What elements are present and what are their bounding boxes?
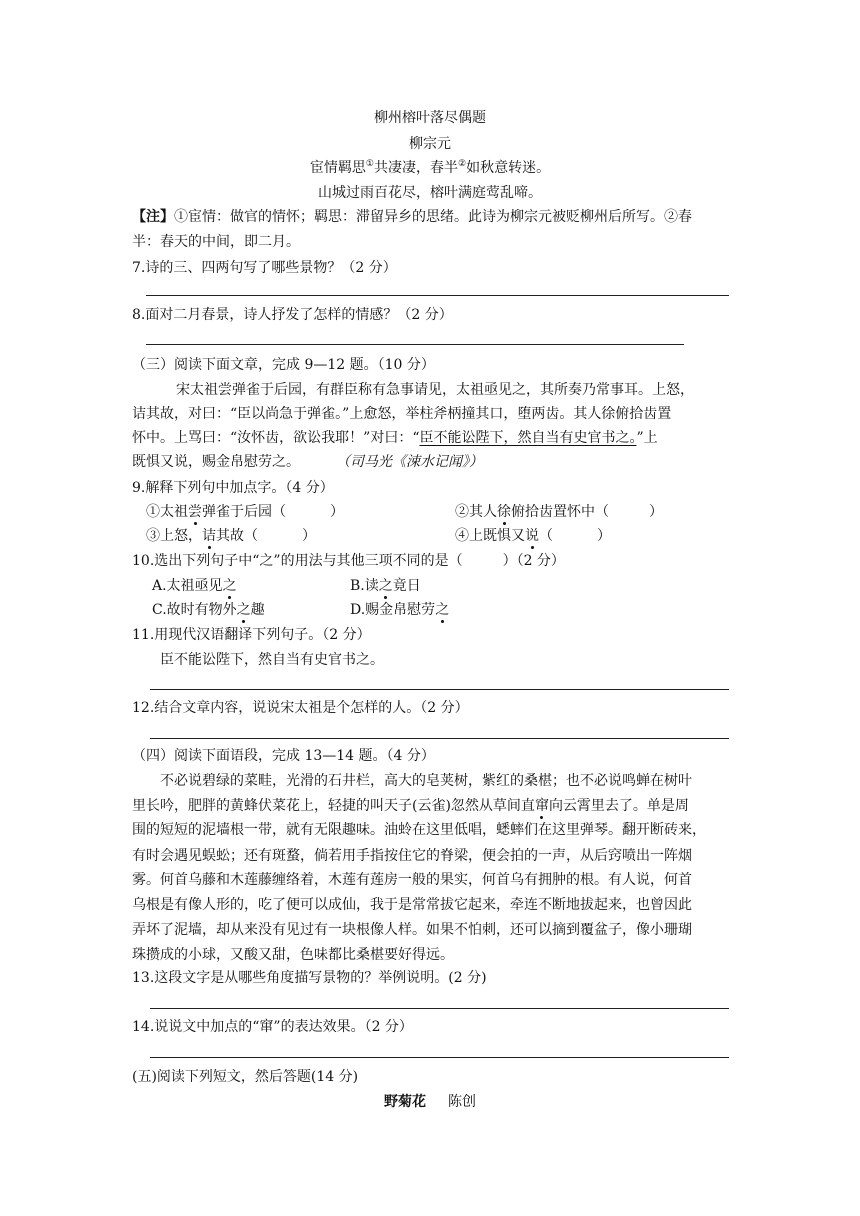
dotted-char-cuan: 窜 <box>534 798 549 814</box>
poem-line-1: 宦情羁思①共凄凄，春半②如秋意转迷。 <box>309 159 551 176</box>
passage-3-line-2: 诘其故，对曰：“臣以尚急于弹雀。”上愈怒，举柱斧柄撞其口，堕两齿。其人徐俯拾齿置 <box>132 406 672 422</box>
question-12: 12.结合文章内容，说说宋太祖是个怎样的人。（2 分） <box>132 700 469 716</box>
question-11: 11.用现代汉语翻译下列句子。（2 分） <box>132 627 371 643</box>
question-14: 14.说说文中加点的“窜”的表达效果。（2 分） <box>132 1019 413 1035</box>
question-9: 9.解释下列句中加点字。（4 分） <box>132 480 334 496</box>
passage-4-line-7: 弄坏了泥墙，却从来没有见过有一块根像人样。如果不怕刺，还可以摘到覆盆子，像小珊瑚 <box>132 922 692 938</box>
q11-sentence: 臣不能讼陛下，然自当有史官书之。 <box>160 652 384 668</box>
answer-line-12[interactable] <box>150 738 729 739</box>
passage-4-line-5: 雾。何首乌藤和木莲藤缠络着，木莲有莲房一般的果实，何首乌有拥肿的根。有人说，何首 <box>132 872 692 888</box>
q9-item-3: ③上怒，诘其故（ ） <box>146 528 316 544</box>
section-5-heading: (五)阅读下列短文，然后答题(14 分) <box>132 1069 359 1085</box>
article-title-line <box>0 1092 860 1112</box>
underlined-sentence: 臣不能讼陛下，然自当有史官书之。 <box>419 430 637 446</box>
answer-line-11[interactable] <box>150 689 729 690</box>
passage-3-line-4: 既惧又说，赐金帛慰劳之。 （司马光《涑水记闻》） <box>132 454 483 470</box>
q9-item-2: ②其人徐俯拾齿置怀中（ ） <box>455 504 663 520</box>
section-3-heading: （三）阅读下面文章，完成 9—12 题。（10 分） <box>132 357 435 373</box>
article-title: 野菊花 <box>384 1094 426 1110</box>
question-13: 13.这段文字是从哪些角度描写景物的？举例说明。(2 分) <box>132 970 487 986</box>
passage-4-line-8: 珠攒成的小球，又酸又甜，色味都比桑椹要好得远。 <box>132 947 454 963</box>
passage-4-line-1: 不必说碧绿的菜畦，光滑的石井栏，高大的皂荚树，紫红的桑椹；也不必说鸣蝉在树叶 <box>160 773 692 789</box>
q10-option-d[interactable]: D.赐金帛慰劳之 <box>350 602 450 618</box>
poem-line-2: 山城过雨百花尽，榕叶满庭莺乱啼。 <box>318 185 542 201</box>
answer-line-7[interactable] <box>146 295 729 296</box>
passage-4-line-6: 乌根是有像人形的，吃了便可以成仙，我于是常常拔它起来，牵连不断地拔起来，也曾因此 <box>132 897 692 913</box>
answer-line-8[interactable] <box>146 344 684 345</box>
q9-item-1: ①太祖尝弹雀于后园（ ） <box>146 504 344 520</box>
passage-4-line-4: 有时会遇见蜈蚣；还有斑蝥，倘若用手指按住它的脊梁，便会拍的一声，从后窍喷出一阵烟 <box>132 848 692 864</box>
poem-author: 柳宗元 <box>409 136 451 152</box>
passage-4-line-3: 围的短短的泥墙根一带，就有无限趣味。油蛉在这里低唱，蟋蟀们在这里弹琴。翻开断砖来， <box>132 822 706 838</box>
answer-line-13[interactable] <box>150 1008 729 1009</box>
article-author: 陈创 <box>448 1094 476 1110</box>
poem-note-2: 半：春天的中间，即二月。 <box>132 234 300 250</box>
q10-option-a[interactable]: A.太祖亟见之 <box>152 578 237 594</box>
question-8: 8.面对二月春景，诗人抒发了怎样的情感？（2 分） <box>132 307 453 323</box>
q10-option-b[interactable]: B.读之竟日 <box>350 578 421 594</box>
answer-line-14[interactable] <box>150 1057 729 1058</box>
note-tag: 【注】 <box>132 209 174 225</box>
passage-source: （司马光《涑水记闻》） <box>336 454 483 470</box>
poem-note-1: 【注】①宦情：做官的情怀；羁思：滞留异乡的思绪。此诗为柳宗元被贬柳州后所写。②春 <box>132 209 692 225</box>
poem-title: 柳州榕叶落尽偶题 <box>374 110 486 126</box>
passage-4-line-2: 里长吟，肥胖的黄蜂伏菜花上，轻捷的叫天子(云雀)忽然从草间直窜向云霄里去了。单是周 <box>132 798 689 814</box>
question-10: 10.选出下列句子中“之”的用法与其他三项不同的是（ ）（2 分） <box>132 553 565 569</box>
section-4-heading: （四）阅读下面语段，完成 13—14 题。（4 分） <box>132 748 435 764</box>
q9-item-4: ④上既惧又说（ ） <box>455 528 611 544</box>
passage-3-line-3: 怀中。上骂曰：“汝怀齿，欲讼我耶！”对曰：“臣不能讼陛下，然自当有史官书之。”上 <box>132 430 658 446</box>
passage-3-line-1: 宋太祖尝弹雀于后园，有群臣称有急事请见，太祖亟见之，其所奏乃常事耳。上怒， <box>176 382 694 398</box>
question-7: 7.诗的三、四两句写了哪些景物？（2 分） <box>132 260 397 276</box>
q10-option-c[interactable]: C.故时有物外之趣 <box>152 602 265 618</box>
